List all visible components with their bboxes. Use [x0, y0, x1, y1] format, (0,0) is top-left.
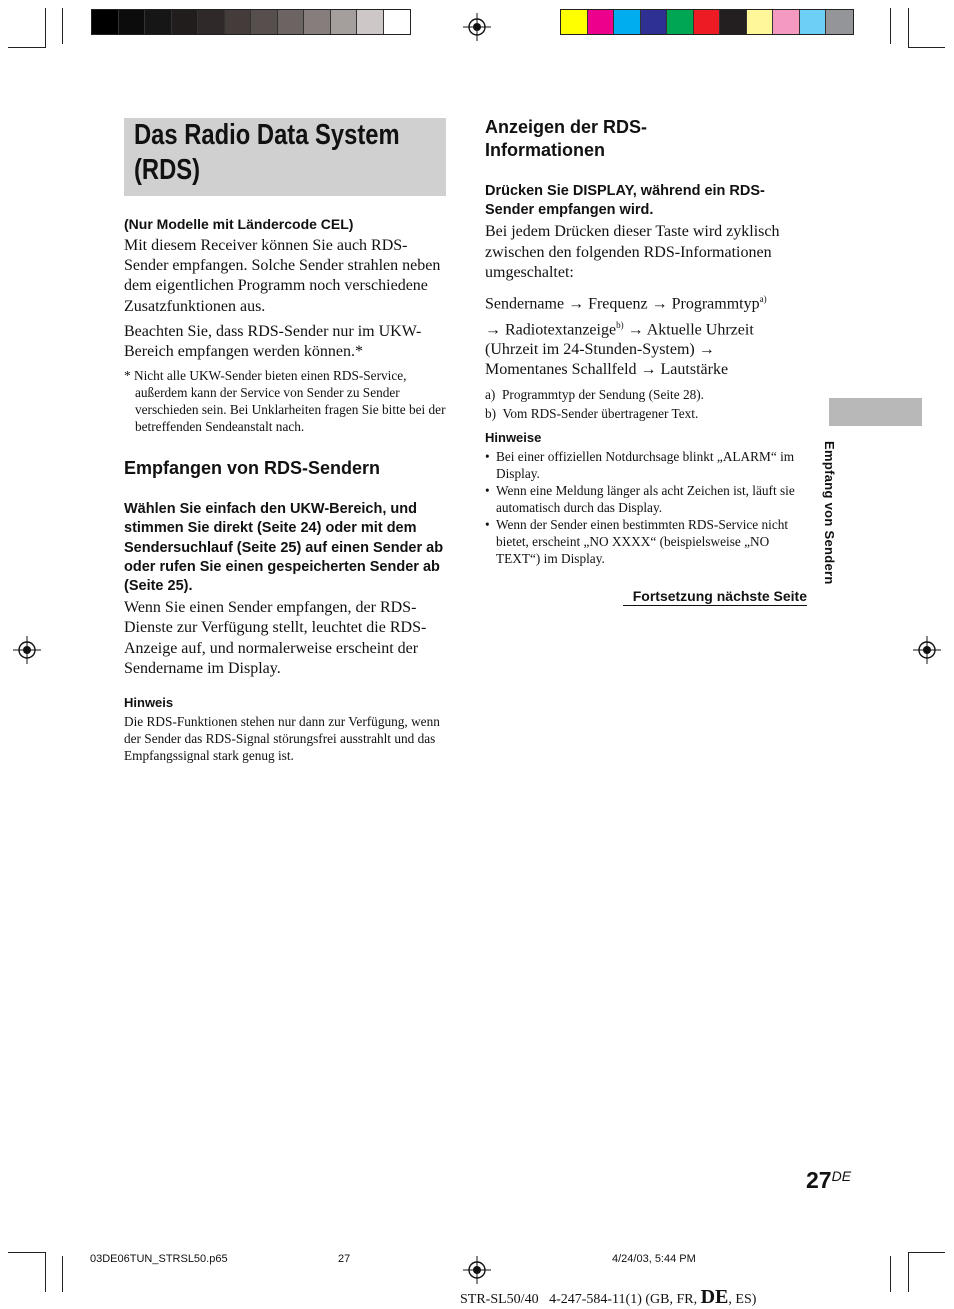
page-number-suffix: DE — [831, 1168, 852, 1184]
crop-mark — [45, 1252, 46, 1292]
crop-mark — [62, 1256, 63, 1292]
footnote-b — [485, 405, 807, 422]
seq-item: Frequenz — [588, 295, 648, 313]
seq-sup: a) — [759, 294, 767, 305]
color-calibration-strip — [560, 9, 854, 35]
page-title: Das Radio Data System (RDS) — [134, 119, 400, 186]
rds-sequence — [485, 289, 807, 380]
footnote-text: Programmtyp der Sendung (Seite 28). — [502, 387, 705, 403]
footnote-marker: a) — [485, 387, 496, 403]
arrow-icon: → — [627, 320, 644, 338]
footnote-marker: b) — [485, 406, 497, 422]
footer-model-bold: DE — [700, 1286, 729, 1308]
instruction-anzeigen: Drücken Sie DISPLAY, während ein RDS-Sender empfangen wird. — [485, 183, 765, 219]
result-paragraph: Wenn Sie einen Sender empfangen, der RDS-Dienste zur Verfügung stellt, leuchtet die RDS-Anzeige auf, und normalerweise erscheint der Sendername im Display. — [124, 599, 427, 677]
color-swatch — [304, 10, 331, 34]
color-swatch — [145, 10, 172, 34]
color-swatch — [826, 10, 853, 34]
color-swatch — [357, 10, 384, 34]
footnote: * Nicht alle UKW-Sender bieten einen RDS-Service, außerdem kann der Service von Sender zu Sender verschieden sein. Bei Unklarheiten fragen Sie bitte bei der betreffenden Sendeanstalt nach. — [124, 368, 446, 435]
arrow-icon: → — [651, 295, 668, 313]
seq-item: Radiotextanzeige — [505, 320, 617, 338]
footer-datetime: 4/24/03, 5:44 PM — [612, 1253, 696, 1265]
footer-page: 27 — [338, 1253, 351, 1265]
crop-mark — [908, 1252, 909, 1292]
registration-mark-icon — [462, 12, 492, 42]
color-swatch — [800, 10, 827, 34]
list-item: • Bei einer offiziellen Notdurchsage blinkt „ALARM“ im Display. — [485, 448, 807, 482]
chapter-label: Empfang von Sendern — [822, 441, 837, 585]
color-swatch — [384, 10, 411, 34]
cycle-paragraph: Bei jedem Drücken dieser Taste wird zyklisch zwischen den folgenden RDS-Informationen umgeschaltet: — [485, 223, 780, 281]
left-column — [124, 216, 446, 764]
footer-model-suffix: , ES) — [728, 1292, 757, 1307]
registration-mark-icon — [912, 635, 942, 665]
color-swatch — [119, 10, 146, 34]
hint-label: Hinweis — [124, 695, 174, 711]
seq-item: Momentanes Schallfeld — [485, 361, 637, 379]
color-swatch — [561, 10, 588, 34]
crop-mark — [909, 47, 945, 48]
color-swatch — [251, 10, 278, 34]
crop-mark — [8, 47, 45, 48]
crop-mark — [890, 8, 891, 44]
color-swatch — [198, 10, 225, 34]
model-note: (Nur Modelle mit Ländercode CEL) — [124, 216, 354, 232]
seq-item: Sendername — [485, 295, 565, 313]
crop-mark — [8, 1252, 45, 1253]
page-number-value: 27 — [806, 1167, 832, 1193]
page-number — [806, 1167, 851, 1194]
intro-paragraph: Mit diesem Receiver können Sie auch RDS-Sender empfangen. Solche Sender strahlen neben dem eigentlichen Programm noch verschiedene Zusatzfunktionen aus. — [124, 237, 441, 315]
crop-mark — [908, 8, 909, 48]
crop-mark — [909, 1252, 945, 1253]
color-swatch — [331, 10, 358, 34]
crop-mark — [45, 8, 46, 48]
color-swatch — [588, 10, 615, 34]
footer-model-prefix: STR-SL50/40 4-247-584-11(1) (GB, FR, — [460, 1292, 701, 1307]
section-heading-anzeigen: Anzeigen der RDS-Informationen — [485, 117, 648, 160]
color-swatch — [747, 10, 774, 34]
crop-mark — [62, 8, 63, 44]
color-swatch — [641, 10, 668, 34]
hint-text: Die RDS-Funktionen stehen nur dann zur Verfügung, wenn der Sender das RDS-Signal störungsfrei ausstrahlt und das Empfangssignal stark genug ist. — [124, 714, 440, 764]
color-swatch — [773, 10, 800, 34]
color-swatch — [667, 10, 694, 34]
arrow-icon: → — [640, 361, 657, 379]
color-swatch — [92, 10, 119, 34]
seq-item: Aktuelle Uhrzeit — [646, 320, 754, 338]
instruction-empfangen: Wählen Sie einfach den UKW-Bereich, und stimmen Sie direkt (Seite 24) oder mit dem Sendersuchlauf (Seite 25) auf einen Sender ab oder rufen Sie einen gespeicherten Sender ab (Seite 25). — [124, 501, 444, 595]
continued-link[interactable]: Fortsetzung nächste Seite — [623, 588, 807, 606]
color-swatch — [694, 10, 721, 34]
color-swatch — [720, 10, 747, 34]
seq-item: Lautstärke — [660, 361, 729, 379]
right-column — [485, 116, 807, 606]
continued-notice — [485, 588, 807, 606]
seq-sup: b) — [616, 319, 624, 330]
color-swatch — [278, 10, 305, 34]
color-swatch — [614, 10, 641, 34]
list-item: • Wenn der Sender einen bestimmten RDS-Service nicht bietet, erscheint „NO XXXX“ (beispielsweise „NO TEXT“) im Display. — [485, 516, 807, 567]
registration-mark-icon — [12, 635, 42, 665]
footer-filename: 03DE06TUN_STRSL50.p65 — [90, 1253, 228, 1265]
footnote-list — [485, 386, 807, 422]
color-swatch — [172, 10, 199, 34]
color-swatch — [225, 10, 252, 34]
arrow-icon: → — [698, 341, 715, 359]
list-item: • Wenn eine Meldung länger als acht Zeichen ist, läuft sie automatisch durch das Display. — [485, 482, 807, 516]
hints-label: Hinweise — [485, 430, 542, 446]
arrow-icon: → — [568, 295, 585, 313]
footnote-a — [485, 386, 807, 403]
section-heading-empfangen: Empfangen von RDS-Sendern — [124, 458, 381, 479]
seq-item: (Uhrzeit im 24-Stunden-System) — [485, 341, 695, 359]
seq-item: Programmtyp — [671, 295, 760, 313]
footnote-text: Vom RDS-Sender übertragener Text. — [502, 406, 699, 422]
arrow-icon: → — [485, 320, 501, 338]
footer-model — [453, 1270, 756, 1309]
chapter-tab — [829, 398, 922, 426]
ukw-paragraph: Beachten Sie, dass RDS-Sender nur im UKW-Bereich empfangen werden können.* — [124, 322, 422, 361]
crop-mark — [890, 1256, 891, 1292]
gray-calibration-strip — [91, 9, 411, 35]
hints-list — [485, 448, 807, 567]
